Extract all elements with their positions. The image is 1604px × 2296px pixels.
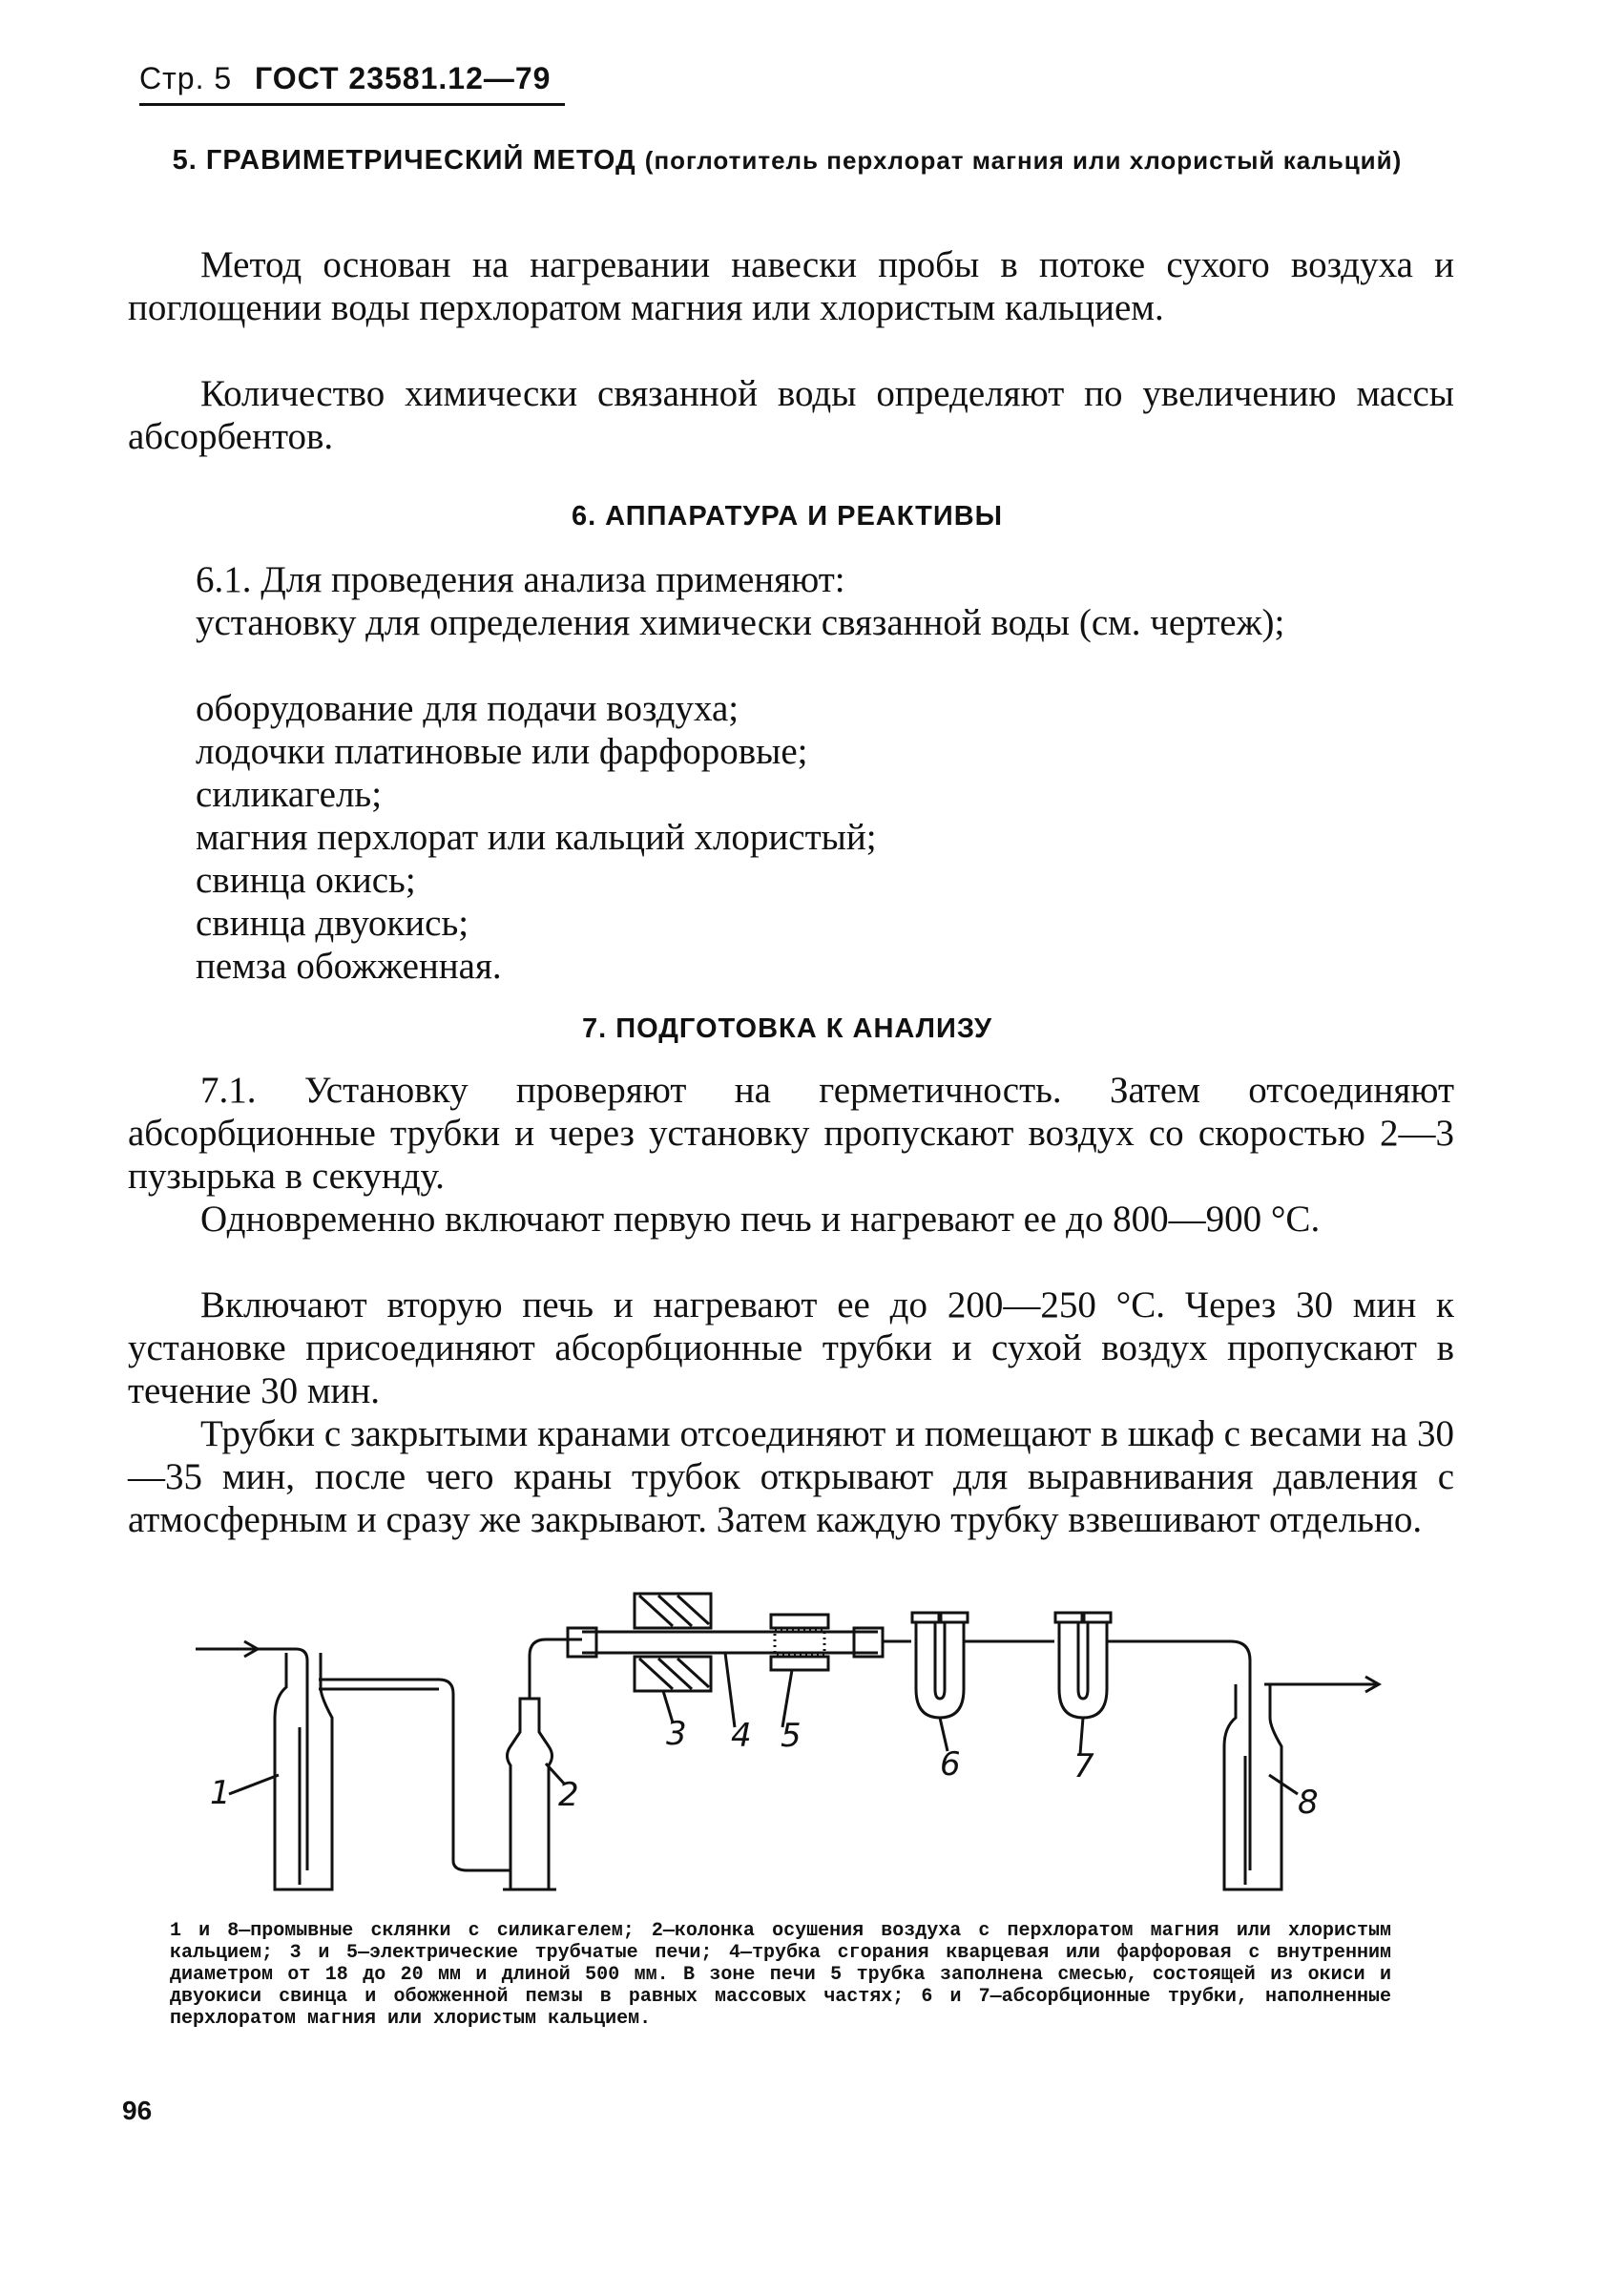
figure-label: 6 — [940, 1745, 961, 1784]
combustion-tube-4 — [568, 1628, 878, 1657]
outlet-arrow — [1322, 1677, 1379, 1692]
figure-label: 2 — [558, 1776, 579, 1814]
gost-code: ГОСТ 23581.12—79 — [255, 61, 552, 95]
header-rule — [139, 103, 565, 106]
absorption-u-tube-6 — [883, 1613, 1054, 1718]
section-5-title-main: 5. ГРАВИМЕТРИЧЕСКИЙ МЕТОД — [172, 145, 636, 176]
section-5-title — [115, 145, 1460, 177]
section-7-title: 7. ПОДГОТОВКА К АНАЛИЗУ — [582, 1013, 992, 1044]
section-6-lead: 6.1. Для проведения анализа применяют: — [196, 559, 845, 600]
figure-label: 4 — [731, 1717, 752, 1755]
drying-column-2 — [503, 1639, 582, 1889]
figure-label: 1 — [210, 1774, 231, 1812]
equipment-item: лодочки платиновые или фарфоровые; — [196, 731, 808, 772]
section-6-title: 6. АППАРАТУРА И РЕАКТИВЫ — [571, 501, 1004, 532]
equipment-item: свинца двуокись; — [196, 903, 469, 944]
wash-bottle-1 — [258, 1649, 439, 1889]
furnace-3 — [635, 1594, 711, 1691]
equipment-item: силикагель; — [196, 774, 383, 815]
furnace-5 — [771, 1615, 828, 1670]
section-7-paragraph-3: Включают вторую печь и нагревают ее до 200—250 °С. Через 30 мин к установке присоединяют абсорбционные трубки и сухой воздух пропускают в течение 30 мин. — [128, 1284, 1454, 1411]
section-5-paragraph-1: Метод основан на нагревании навески пробы в потоке сухого воздуха и поглощении воды перхлоратом магния или хлористым кальцием. — [128, 244, 1454, 328]
figure-caption: 1 и 8—промывные склянки с силикагелем; 2—колонка осушения воздуха с перхлоратом магния или хлористым кальцием; 3 и 5—электрические трубчатые печи; 4—трубка сгорания кварцевая или фарфоровая с внутренним диаметром от 18 до 20 мм и длиной 500 мм. В зоне печи 5 трубка заполнена смесью, состоящей из окиси и двуокиси свинца и обожженной пемзы в равных массовых частях; 6 и 7—абсорбционные трубки, наполненные перхлоратом магния или хлористым кальцием. — [170, 1920, 1391, 2030]
connecting-tube — [439, 1680, 510, 1870]
page-label: Стр. 5 — [139, 61, 233, 95]
wash-bottle-8 — [1224, 1641, 1322, 1889]
figure-label: 7 — [1073, 1747, 1094, 1785]
section-5-title-paren: (поглотитель перхлорат магния или хлористый кальций) — [644, 146, 1403, 175]
equipment-item: установку для определения химически связанной воды (см. чертеж); — [196, 602, 1285, 643]
equipment-item: оборудование для подачи воздуха; — [196, 688, 740, 729]
figure-label: 3 — [666, 1715, 687, 1753]
apparatus-diagram — [191, 1584, 1422, 1899]
section-5-paragraph-2: Количество химически связанной воды определяют по увеличению массы абсорбентов. — [128, 373, 1454, 457]
equipment-item: свинца окись; — [196, 860, 416, 901]
section-7-paragraph-1: 7.1. Установку проверяют на герметичность. Затем отсоединяют абсорбционные трубки и через установку пропускают воздух со скоростью 2—3 пузырька в секунду. — [128, 1070, 1454, 1197]
section-7-paragraph-4: Трубки с закрытыми кранами отсоединяют и помещают в шкаф с весами на 30—35 мин, после чего краны трубок открывают для выравнивания давления с атмосферным и сразу же закрывают. Затем каждую трубку взвешивают отдельно. — [128, 1413, 1454, 1540]
page-header — [139, 61, 551, 96]
page-number: 96 — [122, 2096, 153, 2125]
figure-label: 8 — [1298, 1784, 1319, 1822]
figure-label: 5 — [781, 1717, 802, 1755]
inlet-arrow — [196, 1641, 258, 1657]
equipment-item: пемза обожженная. — [196, 946, 502, 987]
equipment-item: магния перхлорат или кальций хлористый; — [196, 817, 877, 858]
absorption-u-tube-7 — [1055, 1613, 1231, 1718]
section-7-paragraph-2: Одновременно включают первую печь и нагревают ее до 800—900 °С. — [200, 1199, 1321, 1240]
